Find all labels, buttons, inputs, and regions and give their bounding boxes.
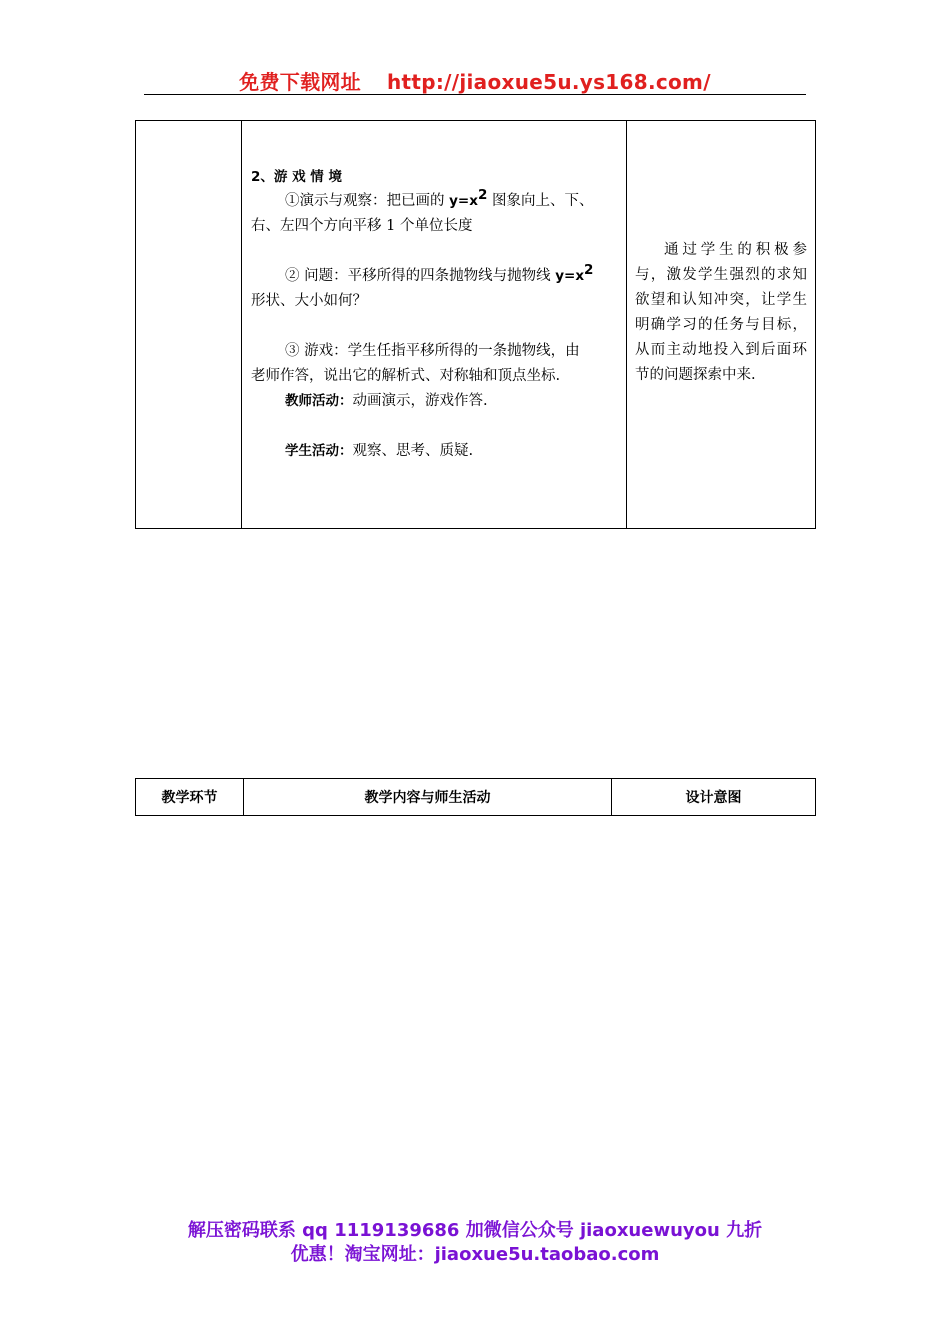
content-cell	[242, 121, 627, 529]
item1-text-end: 图象向上、下、	[487, 193, 594, 209]
stage-cell	[136, 121, 242, 529]
column-header-content: 教学内容与师生活动	[244, 779, 612, 816]
table-header-row	[136, 779, 816, 816]
item3-line2: 老师作答，说出它的解析式、对称轴和顶点坐标.	[251, 368, 561, 384]
table-row	[136, 121, 816, 529]
header-divider	[144, 94, 806, 95]
item3-line1: ③ 游戏：学生任指平移所得的一条抛物线，由	[285, 343, 580, 359]
header-label: 免费下载网址	[239, 70, 361, 94]
footer-line2: 优惠！淘宝网址：jiaoxue5u.taobao.com	[290, 1244, 660, 1265]
student-activity-text: 观察、思考、质疑.	[352, 443, 474, 459]
teacher-activity-label: 教师活动：	[285, 393, 353, 409]
item2-line1: ② 问题：平移所得的四条抛物线与抛物线 $y=x^2$	[285, 262, 594, 284]
teacher-activity-text: 动画演示，游戏作答.	[352, 393, 488, 409]
page-footer	[0, 1219, 950, 1267]
item2-formula: y=x	[555, 268, 585, 284]
footer-line1: 解压密码联系 qq 1119139686 加微信公众号 jiaoxuewuyou 九折	[187, 1220, 763, 1241]
student-activity-label: 学生活动：	[285, 443, 353, 459]
item2-text: ② 问题：平移所得的四条抛物线与抛物线	[285, 268, 556, 284]
section-title: 2、游 戏 情 境	[251, 169, 342, 185]
student-activity	[285, 439, 473, 464]
item1-line1: ①演示与观察：把已画的 $y=x^2$ 图象向上、下、	[285, 187, 594, 209]
teacher-activity	[285, 389, 488, 414]
header-url[interactable]: http://jiaoxue5u.ys168.com/	[386, 70, 711, 94]
item1-formula: y=x	[449, 193, 478, 209]
item1-text: ①演示与观察：把已画的	[285, 193, 450, 209]
design-intent	[635, 238, 807, 388]
column-header-table	[135, 778, 816, 816]
column-header-intent: 设计意图	[612, 779, 816, 816]
lesson-table	[135, 120, 816, 529]
item1-line2: 右、左四个方向平移 1 个单位长度	[251, 218, 473, 234]
design-intent-text: 通过学生的积极参与，激发学生强烈的求知欲望和认知冲突，让学生明确学习的任务与目标，从而主动地投入到后面环节的问题探索中来.	[635, 242, 807, 383]
column-header-stage: 教学环节	[136, 779, 244, 816]
page-header	[0, 66, 950, 95]
design-intent-cell	[627, 121, 816, 529]
item2-line2: 形状、大小如何？	[251, 293, 367, 309]
